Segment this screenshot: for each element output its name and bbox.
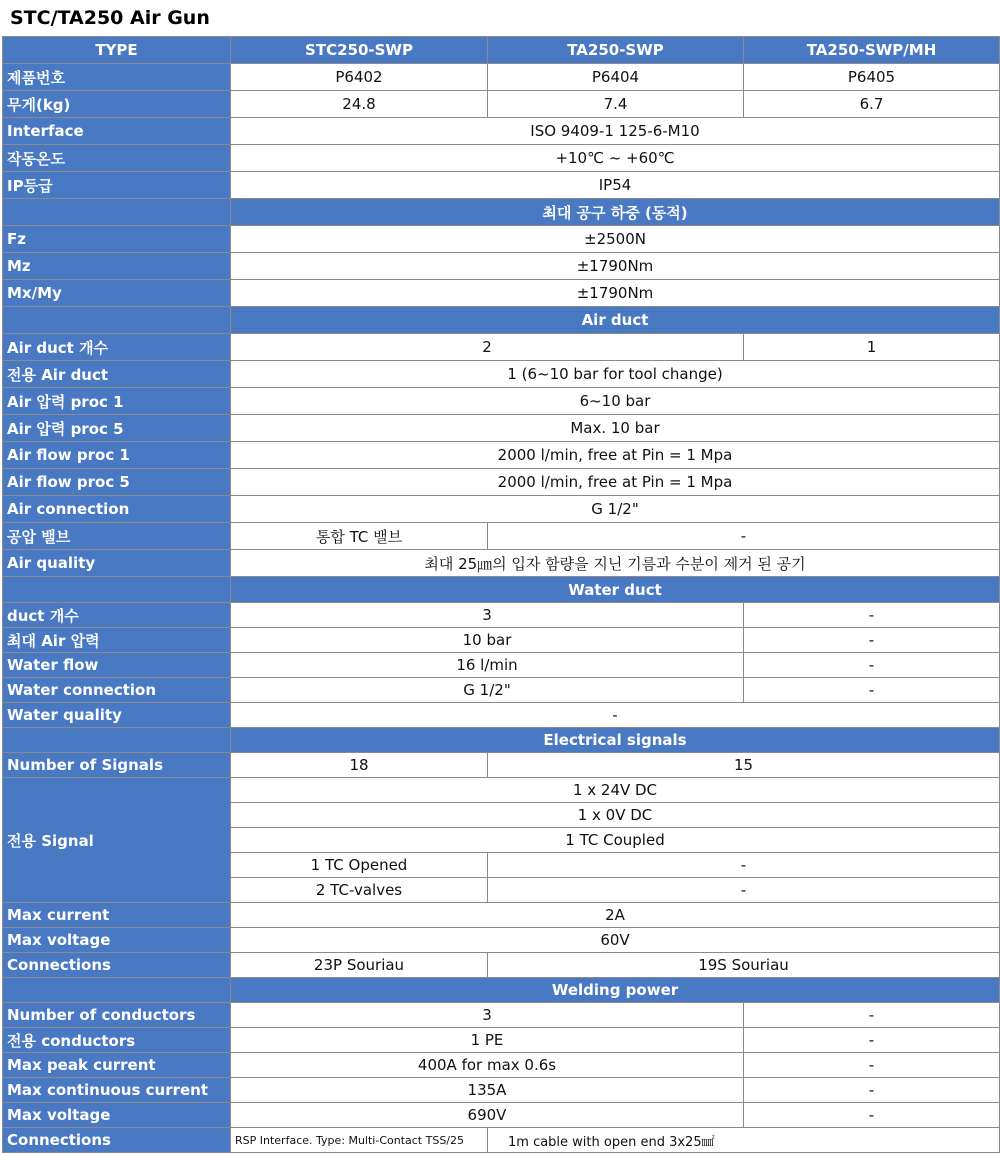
row-label: Connections: [3, 1128, 231, 1153]
table-row: [3, 64, 1000, 91]
cell-value: ±1790Nm: [231, 280, 1000, 307]
section-row: [3, 978, 1000, 1003]
row-label: duct 개수: [3, 603, 231, 628]
cell-value: 2000 l/min, free at Pin = 1 Mpa: [231, 469, 1000, 496]
cell-value: +10℃ ~ +60℃: [231, 145, 1000, 172]
table-row: [3, 1128, 1000, 1153]
cell-value: 6.7: [744, 91, 1000, 118]
table-row: [3, 442, 1000, 469]
cell-value: 1m cable with open end 3x25㎟: [488, 1128, 1000, 1153]
cell-value: -: [744, 1078, 1000, 1103]
table-row: [3, 388, 1000, 415]
row-label: Max voltage: [3, 928, 231, 953]
row-label: Water flow: [3, 653, 231, 678]
table-row: [3, 928, 1000, 953]
cell-value: G 1/2": [231, 678, 744, 703]
table-row: [3, 1078, 1000, 1103]
header-type: TYPE: [3, 37, 231, 64]
table-row: [3, 91, 1000, 118]
cell-value: ISO 9409-1 125-6-M10: [231, 118, 1000, 145]
cell-value: 10 bar: [231, 628, 744, 653]
table-row: [3, 1003, 1000, 1028]
cell-value: -: [744, 1103, 1000, 1128]
cell-value: -: [744, 628, 1000, 653]
cell-value: 2A: [231, 903, 1000, 928]
table-row: [3, 523, 1000, 550]
table-row: [3, 953, 1000, 978]
cell-value: 3: [231, 603, 744, 628]
cell-value: 3: [231, 1003, 744, 1028]
table-row: [3, 1053, 1000, 1078]
header-ta250-swp: TA250-SWP: [488, 37, 744, 64]
cell-value: 19S Souriau: [488, 953, 1000, 978]
row-label: Air quality: [3, 550, 231, 577]
table-row: [3, 1028, 1000, 1053]
row-label: 전용 Air duct: [3, 361, 231, 388]
table-row: [3, 145, 1000, 172]
cell-value: P6404: [488, 64, 744, 91]
cell-value: 60V: [231, 928, 1000, 953]
section-row: [3, 728, 1000, 753]
row-label: Max peak current: [3, 1053, 231, 1078]
cell-value: -: [744, 1003, 1000, 1028]
cell-value: ±1790Nm: [231, 253, 1000, 280]
section-blank: [3, 307, 231, 334]
section-blank: [3, 577, 231, 603]
table-row: [3, 1103, 1000, 1128]
row-label: Connections: [3, 953, 231, 978]
header-row: [3, 37, 1000, 64]
table-row: [3, 678, 1000, 703]
table-row: [3, 415, 1000, 442]
table-row: [3, 334, 1000, 361]
table-row: [3, 361, 1000, 388]
table-row: [3, 628, 1000, 653]
row-label: Max current: [3, 903, 231, 928]
table-row: [3, 496, 1000, 523]
cell-value: 16 l/min: [231, 653, 744, 678]
cell-value: 1 (6~10 bar for tool change): [231, 361, 1000, 388]
row-label: Air 압력 proc 1: [3, 388, 231, 415]
cell-value: RSP Interface. Type: Multi-Contact TSS/25: [231, 1128, 488, 1153]
table-row: [3, 469, 1000, 496]
cell-value: -: [488, 853, 1000, 878]
cell-value: 690V: [231, 1103, 744, 1128]
section-blank: [3, 978, 231, 1003]
row-label: Air 압력 proc 5: [3, 415, 231, 442]
cell-value: 400A for max 0.6s: [231, 1053, 744, 1078]
table-row: [3, 550, 1000, 577]
cell-value: -: [488, 523, 1000, 550]
cell-value: G 1/2": [231, 496, 1000, 523]
cell-value: 1 x 24V DC: [231, 778, 1000, 803]
section-row: [3, 307, 1000, 334]
row-label: 전용 Signal: [3, 778, 231, 903]
cell-value: P6402: [231, 64, 488, 91]
spec-table: [2, 36, 1000, 1153]
section-blank: [3, 728, 231, 753]
row-label: IP등급: [3, 172, 231, 199]
cell-value: Max. 10 bar: [231, 415, 1000, 442]
row-label: Number of Signals: [3, 753, 231, 778]
row-label: 공압 밸브: [3, 523, 231, 550]
row-label: Interface: [3, 118, 231, 145]
table-row: [3, 253, 1000, 280]
cell-value: 2 TC-valves: [231, 878, 488, 903]
row-label: Number of conductors: [3, 1003, 231, 1028]
cell-value: 135A: [231, 1078, 744, 1103]
row-label: 작동온도: [3, 145, 231, 172]
cell-value: -: [744, 653, 1000, 678]
cell-value: 7.4: [488, 91, 744, 118]
cell-value: 24.8: [231, 91, 488, 118]
table-row: [3, 903, 1000, 928]
row-label: Fz: [3, 226, 231, 253]
cell-value: 1: [744, 334, 1000, 361]
cell-value: 1 PE: [231, 1028, 744, 1053]
cell-value: 15: [488, 753, 1000, 778]
row-label: 무게(kg): [3, 91, 231, 118]
cell-value: -: [231, 703, 1000, 728]
section-row: [3, 577, 1000, 603]
cell-value: -: [488, 878, 1000, 903]
table-row: [3, 778, 1000, 803]
row-label: Air duct 개수: [3, 334, 231, 361]
row-label: Air connection: [3, 496, 231, 523]
cell-value: -: [744, 603, 1000, 628]
cell-value: 1 TC Coupled: [231, 828, 1000, 853]
table-row: [3, 753, 1000, 778]
cell-value: ±2500N: [231, 226, 1000, 253]
cell-value: IP54: [231, 172, 1000, 199]
table-row: [3, 703, 1000, 728]
section-title-air: Air duct: [231, 307, 1000, 334]
cell-value: -: [744, 678, 1000, 703]
row-label: Water quality: [3, 703, 231, 728]
table-row: [3, 653, 1000, 678]
cell-value: 통합 TC 밸브: [231, 523, 488, 550]
page-title: STC/TA250 Air Gun: [10, 7, 210, 29]
cell-value: 1 x 0V DC: [231, 803, 1000, 828]
table-row: [3, 172, 1000, 199]
row-label: 최대 Air 압력: [3, 628, 231, 653]
cell-value: -: [744, 1053, 1000, 1078]
cell-value: 6~10 bar: [231, 388, 1000, 415]
section-row: [3, 199, 1000, 226]
table-row: [3, 280, 1000, 307]
row-label: Max voltage: [3, 1103, 231, 1128]
section-title-electrical: Electrical signals: [231, 728, 1000, 753]
table-row: [3, 118, 1000, 145]
row-label: 제품번호: [3, 64, 231, 91]
row-label: 전용 conductors: [3, 1028, 231, 1053]
cell-value: -: [744, 1028, 1000, 1053]
row-label: Mz: [3, 253, 231, 280]
cell-value: 23P Souriau: [231, 953, 488, 978]
cell-value: 2: [231, 334, 744, 361]
table-row: [3, 603, 1000, 628]
section-blank: [3, 199, 231, 226]
cell-value: 1 TC Opened: [231, 853, 488, 878]
section-title-load: 최대 공구 하중 (동적): [231, 199, 1000, 226]
header-ta250-swp-mh: TA250-SWP/MH: [744, 37, 1000, 64]
cell-value: 2000 l/min, free at Pin = 1 Mpa: [231, 442, 1000, 469]
row-label: Water connection: [3, 678, 231, 703]
cell-value: 18: [231, 753, 488, 778]
section-title-water: Water duct: [231, 577, 1000, 603]
section-title-welding: Welding power: [231, 978, 1000, 1003]
row-label: Air flow proc 5: [3, 469, 231, 496]
cell-value: P6405: [744, 64, 1000, 91]
row-label: Max continuous current: [3, 1078, 231, 1103]
table-row: [3, 226, 1000, 253]
row-label: Mx/My: [3, 280, 231, 307]
row-label: Air flow proc 1: [3, 442, 231, 469]
cell-value: 최대 25㎛의 입자 함량을 지닌 기름과 수분이 제거 된 공기: [231, 550, 1000, 577]
header-stc250-swp: STC250-SWP: [231, 37, 488, 64]
